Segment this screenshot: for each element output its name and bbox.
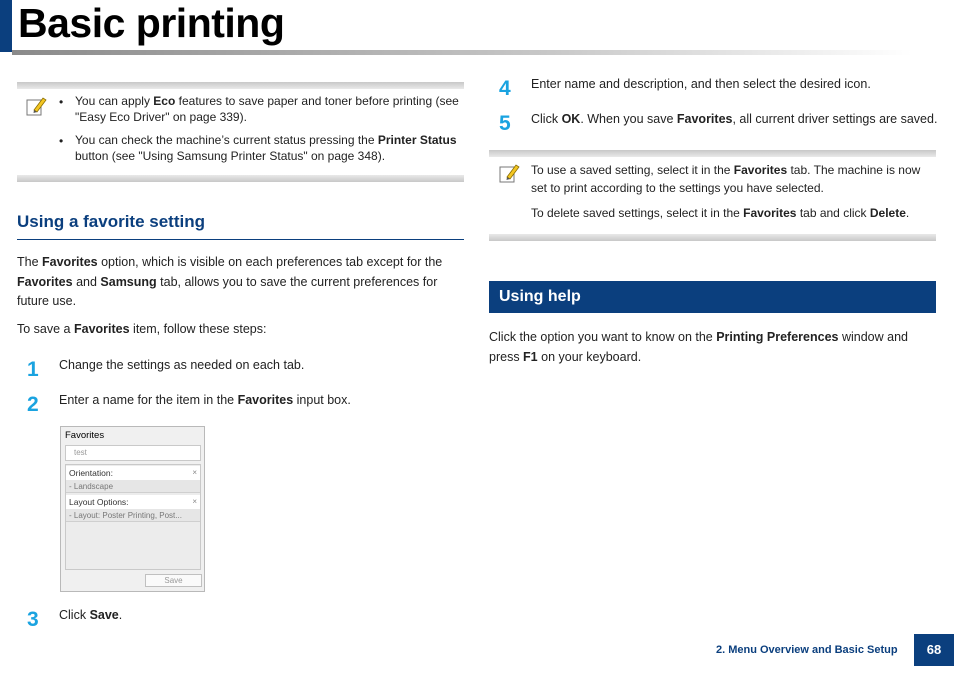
note-box-right xyxy=(489,150,936,242)
note-left-item-1 xyxy=(75,93,463,125)
bullet-dot: • xyxy=(59,134,64,148)
note-top-rule xyxy=(17,82,464,89)
section-heading-favorite: Using a favorite setting xyxy=(17,212,205,231)
emphasis-text: Eco xyxy=(153,94,176,108)
note-top-rule xyxy=(489,150,936,157)
text-run: window and press xyxy=(489,330,908,364)
list-item-detail: - Landscape xyxy=(66,480,200,493)
text-run: item, follow these steps: xyxy=(129,322,267,336)
text-run: You can check the machine’s current status pressing the xyxy=(75,133,378,147)
text-run: The xyxy=(17,255,43,269)
emphasis-text: Favorites xyxy=(733,163,788,177)
emphasis-text: F1 xyxy=(523,349,538,364)
text-run: tab and click xyxy=(796,206,870,220)
emphasis-text: Favorites xyxy=(743,206,797,220)
emphasis-text: Favorites xyxy=(42,255,98,269)
text-run: tab, allows you to save the current preferences for future use. xyxy=(17,274,438,308)
list-item[interactable] xyxy=(66,466,200,480)
list-item-detail: - Layout: Poster Printing, Post... xyxy=(66,509,200,522)
text-run: option, which is visible on each preferences tab except for the xyxy=(97,255,443,269)
step-number-3: 3 xyxy=(27,608,39,631)
text-run: Click the option you want to know on the xyxy=(489,330,717,344)
emphasis-text: Delete xyxy=(869,206,906,220)
text-run: To save a xyxy=(17,322,74,336)
emphasis-text: Printer Status xyxy=(377,133,457,147)
list-item-label: Orientation: xyxy=(69,468,113,478)
text-run: button (see "Using Samsung Printer Status" on page 348). xyxy=(75,149,386,163)
favorite-steps-intro xyxy=(17,320,457,340)
section-heading-rule xyxy=(17,239,464,240)
text-run: Change the settings as needed on each tab. xyxy=(59,358,305,372)
text-run: . xyxy=(118,608,123,622)
note-right-para-1 xyxy=(531,161,936,197)
favorites-settings-list xyxy=(65,464,201,570)
step-text-1 xyxy=(59,358,304,372)
text-run: To delete saved settings, select it in the xyxy=(531,206,744,220)
favorites-name-input[interactable]: test xyxy=(65,445,201,461)
footer-chapter: 2. Menu Overview and Basic Setup xyxy=(716,644,898,656)
text-run: Click xyxy=(531,112,562,126)
text-run: You can apply xyxy=(75,94,154,108)
section-heading-help: Using help xyxy=(489,281,936,313)
favorites-dialog xyxy=(60,426,205,592)
step-number-1: 1 xyxy=(27,358,39,381)
text-run: Enter a name for the item in the xyxy=(59,393,238,407)
emphasis-text: Favorites xyxy=(73,322,130,336)
text-run: . When you save xyxy=(580,112,677,126)
step-text-3 xyxy=(59,608,122,622)
note-bottom-rule xyxy=(489,234,936,241)
note-right-para-2 xyxy=(531,204,936,222)
list-item-label: Layout Options: xyxy=(69,497,129,507)
emphasis-text: Save xyxy=(89,608,119,622)
note-bottom-rule xyxy=(17,175,464,182)
list-item[interactable] xyxy=(66,495,200,509)
bullet-dot: • xyxy=(59,95,64,109)
text-run: To use a saved setting, select it in the xyxy=(531,163,734,177)
text-run: features to save paper and toner before printing (see "Easy Eco Driver" on page 339). xyxy=(75,94,459,124)
save-button[interactable]: Save xyxy=(145,574,202,587)
emphasis-text: Printing Preferences xyxy=(716,330,839,344)
favorite-intro-paragraph xyxy=(17,253,457,312)
emphasis-text: Favorites xyxy=(17,274,73,289)
page-title: Basic printing xyxy=(18,0,285,46)
text-run: tab. The machine is now set to print according to the settings you have selected. xyxy=(531,163,921,195)
step-text-5 xyxy=(531,112,941,126)
step-text-4 xyxy=(531,77,936,91)
text-run: input box. xyxy=(293,393,351,407)
emphasis-text: OK xyxy=(561,112,581,126)
text-run: Click xyxy=(59,608,90,622)
emphasis-text: Favorites xyxy=(676,112,733,126)
text-run: , all current driver settings are saved. xyxy=(732,112,938,126)
header-accent-bar xyxy=(0,0,12,52)
text-run: on your keyboard. xyxy=(537,349,642,364)
text-run: Enter name and description, and then select the desired icon. xyxy=(531,77,871,91)
help-paragraph xyxy=(489,328,936,367)
emphasis-text: Favorites xyxy=(237,393,294,407)
pencil-note-icon xyxy=(498,161,520,185)
title-rule xyxy=(12,50,912,55)
note-box-left xyxy=(17,82,464,182)
text-run: . xyxy=(905,206,910,220)
dialog-title: Favorites xyxy=(65,430,105,441)
page-number: 68 xyxy=(914,634,954,666)
step-number-4: 4 xyxy=(499,77,511,100)
step-number-2: 2 xyxy=(27,393,39,416)
step-number-5: 5 xyxy=(499,112,511,135)
close-icon[interactable]: × xyxy=(192,497,197,506)
step-text-2 xyxy=(59,393,351,407)
pencil-note-icon xyxy=(25,94,47,118)
text-run: and xyxy=(72,274,101,289)
emphasis-text: Samsung xyxy=(100,274,157,289)
note-left-item-2 xyxy=(75,132,463,164)
close-icon[interactable]: × xyxy=(192,468,197,477)
